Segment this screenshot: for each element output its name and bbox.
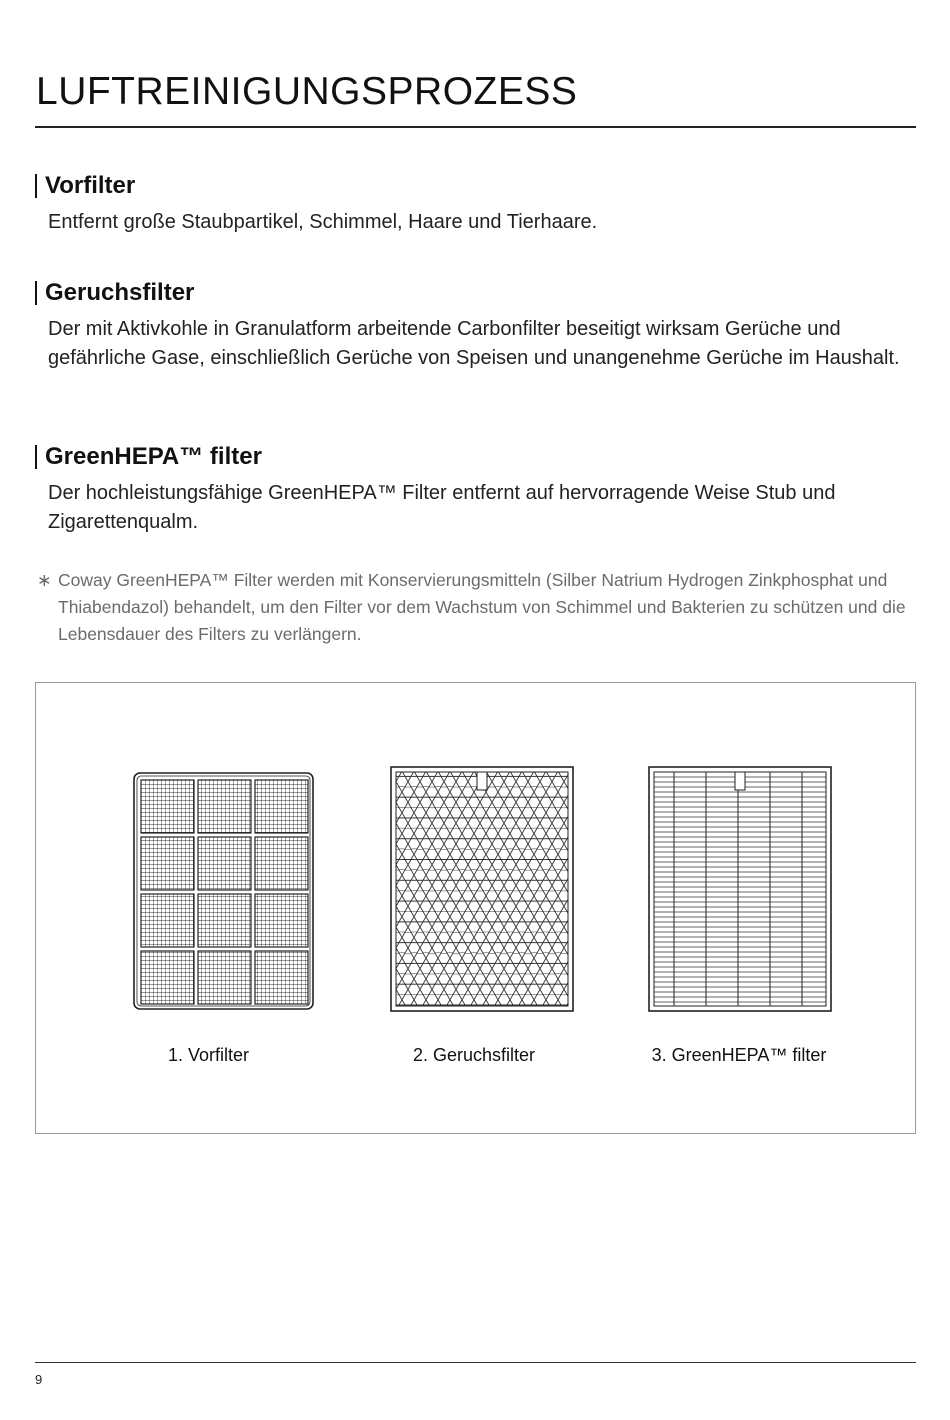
section-body: Entfernt große Staubpartikel, Schimmel, Haare und Tierhaare.: [48, 211, 598, 233]
section-heading: Geruchsfilter: [35, 281, 915, 305]
hepa-filter-pleats-icon: [648, 766, 832, 1012]
section-prefilter: [35, 174, 915, 237]
footnote-asterisk: ∗: [37, 570, 52, 590]
mesh-cell: [255, 837, 308, 890]
page-title: LUFTREINIGUNGSPROZESS: [36, 70, 578, 113]
mesh-cell: [198, 951, 251, 1004]
section-heading: GreenHEPA™ filter: [35, 445, 915, 469]
carbon-filter-honeycomb-icon: [390, 766, 574, 1012]
filter-label-hepa: 3. GreenHEPA™ filter: [651, 1045, 827, 1065]
section-body: Der mit Aktivkohle in Granulatform arbeitende Carbonfilter beseitigt wirksam Gerüche und gefährliche Gase, einschließlich Gerüche von Speisen und unangenehme Gerüche im Haushalt.: [48, 318, 900, 369]
mesh-cell: [141, 780, 194, 833]
footer-divider: [35, 1362, 916, 1363]
section-body: Der hochleistungsfähige GreenHEPA™ Filter entfernt auf hervorragende Weise Stub und Zigarettenqualm.: [48, 482, 836, 533]
mesh-cell: [198, 837, 251, 890]
title-divider: [35, 126, 916, 128]
section-odor-filter: [35, 281, 915, 373]
filter-label-prefilter: 1. Vorfilter: [167, 1045, 250, 1065]
mesh-cell: [255, 951, 308, 1004]
prefilter-mesh-icon: [133, 772, 314, 1010]
page-number: 9: [35, 1372, 43, 1387]
mesh-cell: [141, 837, 194, 890]
filter-label-odor: 2. Geruchsfilter: [412, 1045, 536, 1065]
mesh-cell: [141, 894, 194, 947]
mesh-cell: [255, 780, 308, 833]
footnote-text: Coway GreenHEPA™ Filter werden mit Konservierungsmitteln (Silber Natrium Hydrogen Zinkphosphat und Thiabendazol) behandelt, um den Filter vor dem Wachstum von Schimmel und Bakterien zu schützen und die Lebensdauer des Filters zu verlängern.: [58, 570, 906, 644]
mesh-cell: [198, 894, 251, 947]
section-heading: Vorfilter: [35, 174, 915, 198]
section-hepa-filter: [35, 445, 915, 537]
mesh-cell: [141, 951, 194, 1004]
mesh-cell: [198, 780, 251, 833]
footnote: [37, 567, 912, 648]
mesh-cell: [255, 894, 308, 947]
